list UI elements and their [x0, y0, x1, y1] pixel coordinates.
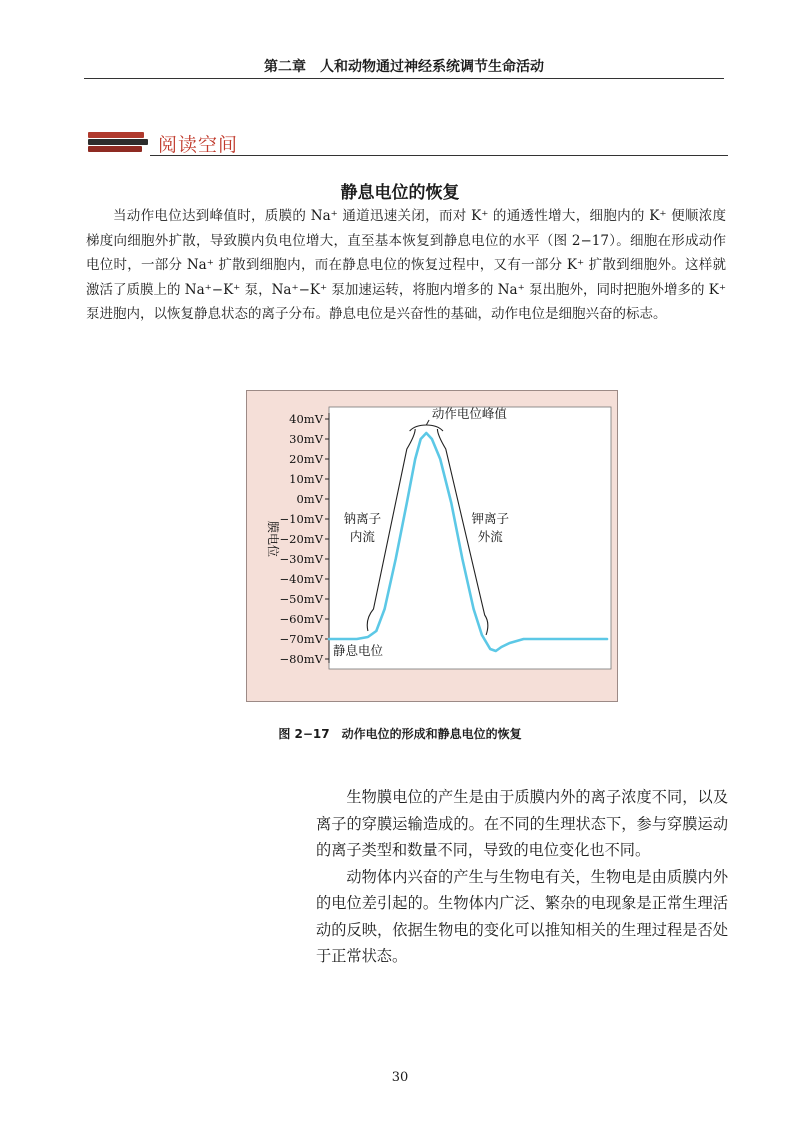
y-tick-label: 0mV	[296, 492, 323, 506]
lower-paragraph-2: 动物体内兴奋的产生与生物电有关，生物电是由质膜内外的电位差引起的。生物体内广泛、繁杂的电现象是正常生理活动的反映，依据生物电的变化可以推知相关的生理过程是否处于正常状态。	[316, 867, 728, 965]
page-number: 30	[391, 1070, 409, 1085]
section-rule	[150, 155, 728, 156]
y-axis-label: 膜电位	[266, 520, 280, 558]
figure-2-17	[246, 390, 618, 702]
y-tick-label: −50mV	[279, 592, 323, 606]
y-tick-label: 10mV	[289, 472, 323, 486]
running-header: 第二章 人和动物通过神经系统调节生命活动	[264, 59, 544, 75]
reading-space-banner	[88, 130, 728, 158]
y-tick-label: −80mV	[279, 652, 323, 666]
sodium-label-2: 内流	[349, 529, 375, 544]
peak-label: 动作电位峰值	[431, 406, 507, 421]
y-tick-label: 40mV	[289, 412, 323, 426]
y-tick-label: −70mV	[279, 632, 323, 646]
lower-text	[316, 784, 728, 970]
article-title: 静息电位的恢复	[340, 183, 460, 203]
potassium-label-1: 钾离子	[471, 511, 509, 526]
y-tick-label: 30mV	[289, 432, 323, 446]
article-paragraph: 当动作电位达到峰值时，质膜的 Na⁺ 通道迅速关闭，而对 K⁺ 的通透性增大，细胞内的 K⁺ 便顺浓度梯度向细胞外扩散，导致膜内负电位增大，直至基本恢复到静息电位的水平（图 2−17）。细胞在形成动作电位时，一部分 Na⁺ 扩散到细胞内，而在静息电位的恢复过程中，又有一部分 K⁺ 扩散到细胞外。这样就激活了质膜上的 Na⁺−K⁺ 泵，Na⁺−K⁺ 泵加速运转，将胞内增多的 Na⁺ 泵出胞外，同时把胞外增多的 K⁺ 泵进胞内，以恢复静息状态的离子分布。静息电位是兴奋性的基础，动作电位是细胞兴奋的标志。	[86, 208, 726, 322]
header-rule	[84, 78, 724, 79]
books-icon	[88, 132, 150, 156]
y-tick-label: −20mV	[279, 532, 323, 546]
y-tick-label: −10mV	[279, 512, 323, 526]
rest-label: 静息电位	[333, 643, 384, 658]
lower-paragraph-1: 生物膜电位的产生是由于质膜内外的离子浓度不同，以及离子的穿膜运输造成的。在不同的生理状态下，参与穿膜运动的离子类型和数量不同，导致的电位变化也不同。	[316, 788, 728, 859]
y-tick-label: 20mV	[289, 452, 323, 466]
y-tick-label: −40mV	[279, 572, 323, 586]
action-potential-chart	[247, 391, 617, 701]
sodium-label-1: 钠离子	[343, 511, 382, 526]
potassium-label-2: 外流	[477, 529, 503, 544]
y-tick-label: −30mV	[279, 552, 323, 566]
figure-caption: 图 2−17 动作电位的形成和静息电位的恢复	[278, 727, 522, 741]
section-title: 阅读空间	[158, 134, 239, 156]
y-tick-label: −60mV	[279, 612, 323, 626]
